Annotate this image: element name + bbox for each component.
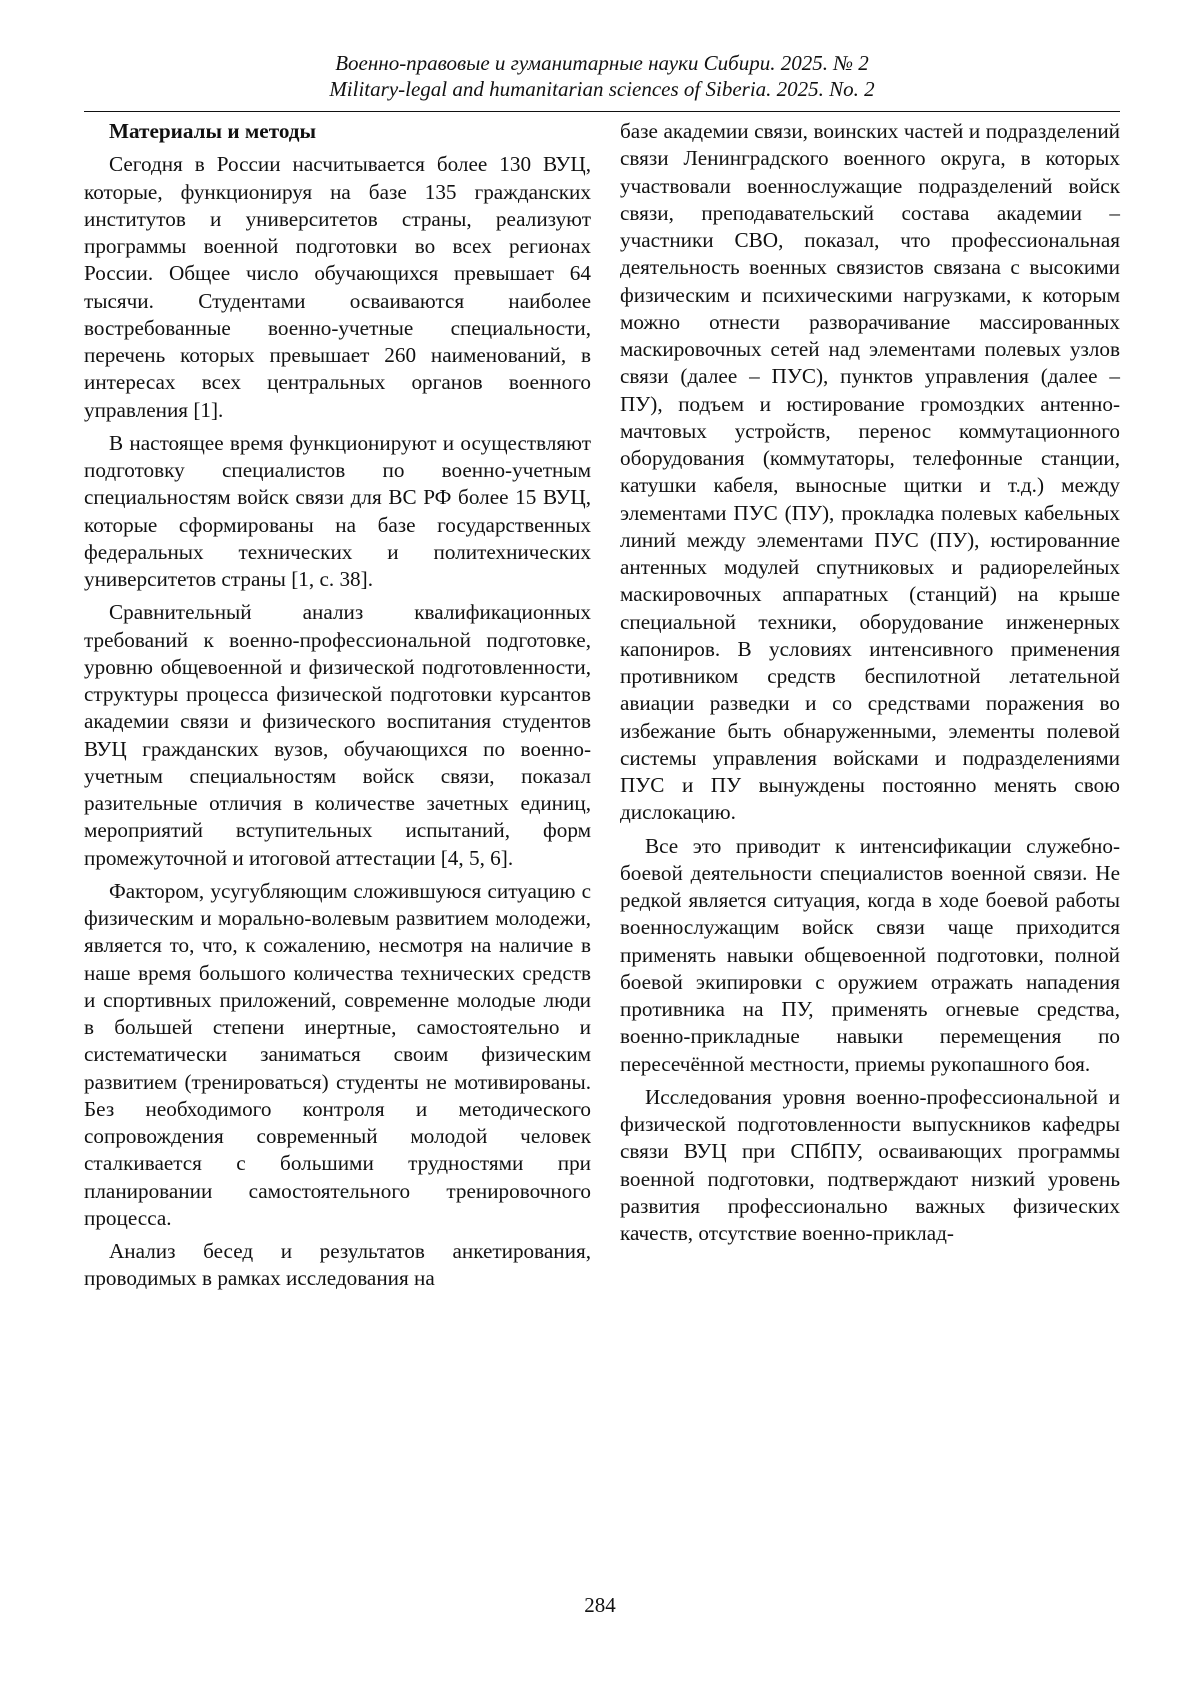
paragraph-continued: базе академии связи, воинских частей и подразделений связи Ленинградского военного округа, в которых участвовали военнослужащие подразделений войск связи, преподавательский состава академии – участники СВО, показал, что профессиональная деятельность военных связистов связана с высокими физическим и психическими нагрузками, к которым можно отнести разворачивание массированных маскировочных сетей над элементами полевых узлов связи (далее – ПУС), пунктов управления (далее – ПУ), подъем и юстирование громоздких антенно-мачтовых устройств, перенос коммутационного оборудования (коммутаторы, телефонные станции, катушки кабеля, выносные щитки и т.д.) между элементами ПУС (ПУ), прокладка полевых кабельных линий между элементами ПУС (ПУ), юстированние антенных модулей спутниковых и радиорелейных маскировочных аппаратных (станций) на крыше специальной техники, оборудование инженерных капониров. В условиях интенсивного применения противником средств беспилотной летательной авиации разведки и со средствами поражения во избежание быть обнаруженными, элементы полевой системы управления войсками и подразделениями ПУС и ПУ вынуждены постоянно менять свою дислокацию. <box>620 119 1120 825</box>
header-line-en: Military-legal and humanitarian sciences of Siberia. 2025. No. 2 <box>329 77 875 101</box>
paragraph: Сегодня в России насчитывается более 130 ВУЦ, которые, функционируя на базе 135 гражданских институтов и университетов страны, реализуют программы военной подготовки во всех регионах России. Общее число обучающихся превышает 64 тысячи. Студентами осваиваются наиболее востребованные военно-учетные специальности, перечень которых превышает 260 наименований, в интересах всех центральных органов военного управления [1]. <box>84 152 591 422</box>
page-number: 284 <box>584 1593 616 1617</box>
paragraph: Все это приводит к интенсификации служебно-боевой деятельности специалистов военной связи. Не редкой является ситуация, когда в ходе боевой работы военнослужащим войск связи чаще приходится применять навыки общевоенной подготовки, полной боевой экипировки с оружием отражать нападения противника на ПУ, применять огневые средства, военно-прикладные навыки перемещения по пересечённой местности, приемы рукопашного боя. <box>620 833 1120 1076</box>
paragraph: Анализ бесед и результатов анкетирования, проводимых в рамках исследования на <box>84 1239 591 1291</box>
running-header <box>84 50 1120 102</box>
section-title: Материалы и методы <box>109 119 317 143</box>
header-rule <box>84 111 1120 112</box>
paragraph: Сравнительный анализ квалификационных требований к военно-профессиональной подготовке, уровню общевоенной и физической подготовленности, структуры процесса физической подготовки курсантов академии связи и физического воспитания студентов ВУЦ гражданских вузов, обучающихся по военно-учетным специальностям войск связи, показал разительные отличия в количестве зачетных единиц, мероприятий вступительных испытаний, форм промежуточной и итоговой аттестации [4, 5, 6]. <box>84 600 591 870</box>
right-column <box>620 118 1120 1253</box>
header-line-ru: Военно-правовые и гуманитарные науки Сибири. 2025. № 2 <box>335 51 869 75</box>
paragraph: Фактором, усугубляющим сложившуюся ситуацию с физическим и морально-волевым развитием молодежи, является то, что, к сожалению, несмотря на наличие в наше время большого количества технических средств и спортивных приложений, современне молодые люди в большей степени инертные, самостоятельно и систематически заниматься своим физическим развитием (тренироваться) студенты не мотивированы. Без необходимого контроля и методического сопровождения современный молодой человек сталкивается с большими трудностями при планировании самостоятельного тренировочного процесса. <box>84 878 591 1230</box>
paragraph: В настоящее время функционируют и осуществляют подготовку специалистов по военно-учетным специальностям войск связи для ВС РФ более 15 ВУЦ, которые сформированы на базе государственных федеральных технических и политехнических университетов страны [1, с. 38]. <box>84 430 591 591</box>
left-column <box>84 118 591 1299</box>
paragraph: Исследования уровня военно-профессиональной и физической подготовленности выпускников кафедры связи ВУЦ при СПбПУ, осваивающих программы военной подготовки, подтверждают низкий уровень развития профессионально важных физических качеств, отсутствие военно-приклад- <box>620 1084 1120 1245</box>
